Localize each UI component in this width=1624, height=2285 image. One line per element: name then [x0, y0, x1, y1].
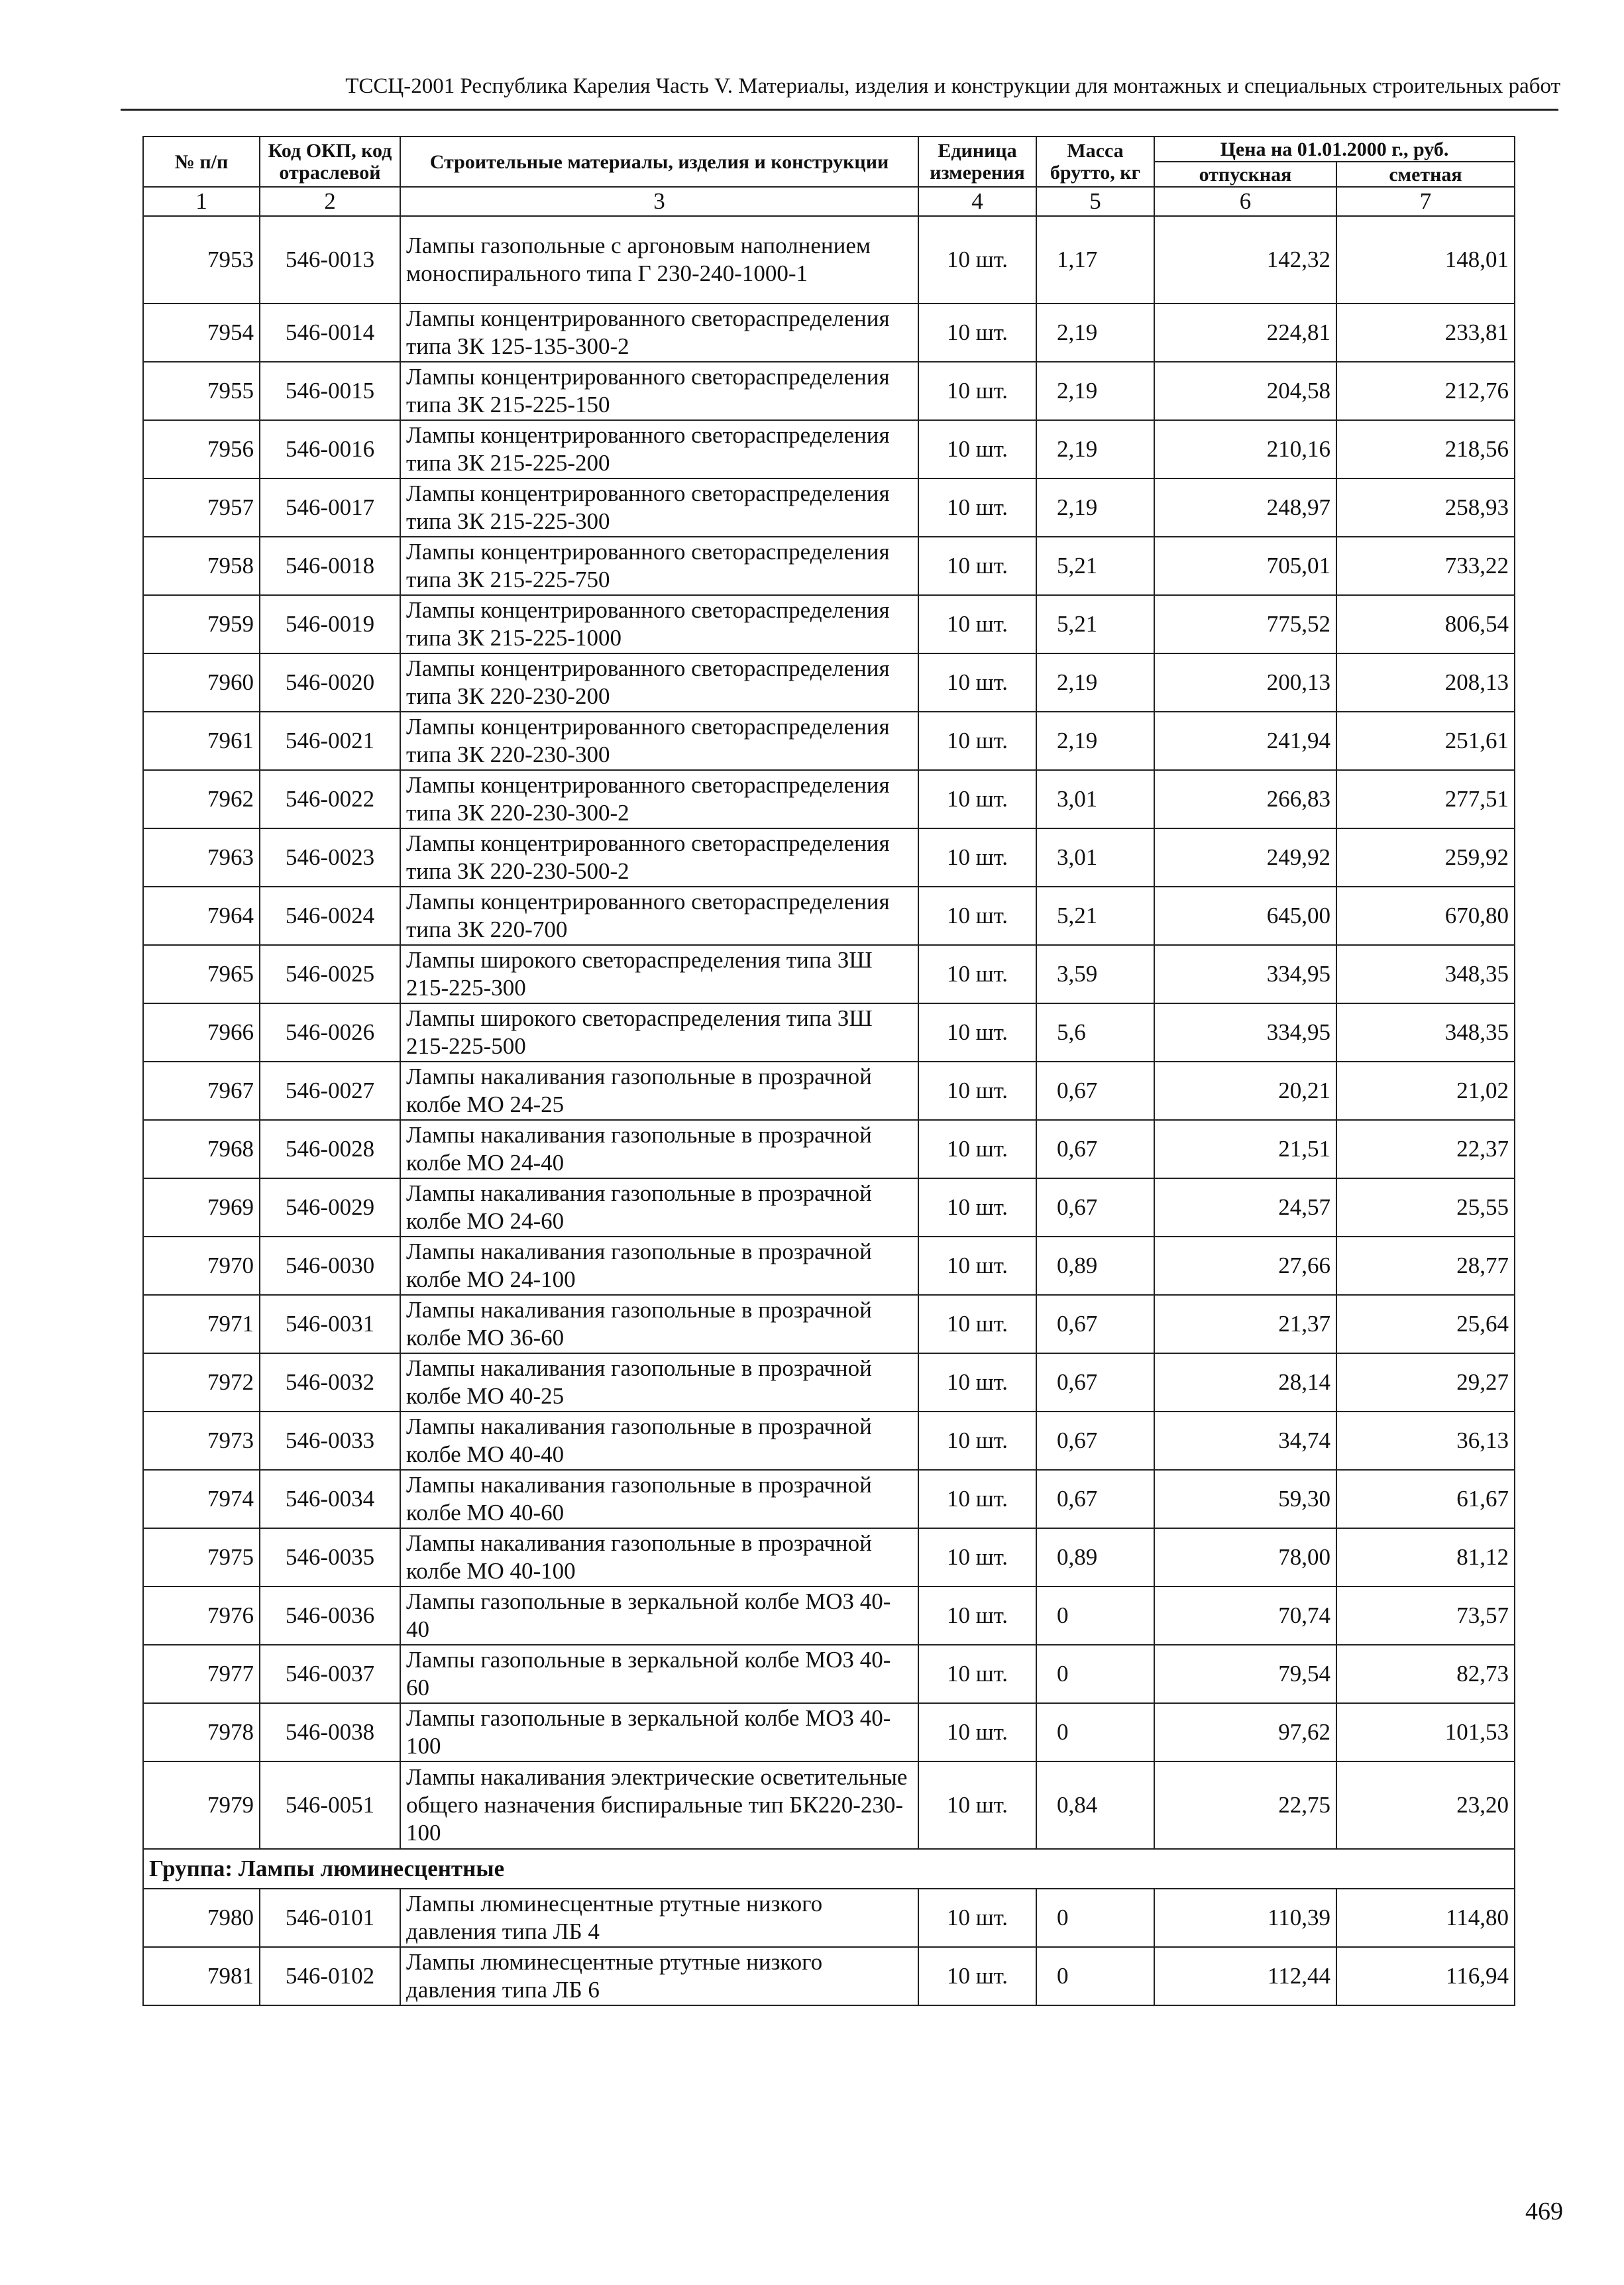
group-label: Группа: Лампы люминесцентные: [143, 1849, 1515, 1889]
gross-mass: 2,19: [1036, 304, 1154, 362]
price-release: 249,92: [1154, 828, 1336, 887]
price-release: 78,00: [1154, 1528, 1336, 1587]
price-estimate: 25,64: [1336, 1295, 1515, 1353]
price-estimate: 733,22: [1336, 537, 1515, 595]
material-name: Лампы накаливания газопольные в прозрачной колбе МО 40-100: [400, 1528, 918, 1587]
row-number: 7966: [143, 1003, 260, 1062]
price-release: 210,16: [1154, 420, 1336, 478]
unit-of-measure: 10 шт.: [918, 887, 1036, 945]
table-row: [143, 1645, 1515, 1703]
price-release: 20,21: [1154, 1062, 1336, 1120]
row-number: 7957: [143, 478, 260, 537]
header-mass: Масса брутто, кг: [1036, 137, 1154, 187]
price-estimate: 218,56: [1336, 420, 1515, 478]
gross-mass: 0,67: [1036, 1120, 1154, 1178]
unit-of-measure: 10 шт.: [918, 712, 1036, 770]
row-number: 7954: [143, 304, 260, 362]
table-row: [143, 304, 1515, 362]
material-name: Лампы концентрированного светораспределения типа ЗК 220-230-200: [400, 653, 918, 712]
table-row: [143, 1295, 1515, 1353]
row-number: 7953: [143, 216, 260, 304]
gross-mass: 2,19: [1036, 420, 1154, 478]
material-name: Лампы концентрированного светораспределения типа ЗК 125-135-300-2: [400, 304, 918, 362]
okp-code: 546-0031: [260, 1295, 400, 1353]
price-release: 21,51: [1154, 1120, 1336, 1178]
price-release: 21,37: [1154, 1295, 1336, 1353]
table-row: [143, 478, 1515, 537]
okp-code: 546-0028: [260, 1120, 400, 1178]
table-row: [143, 362, 1515, 420]
okp-code: 546-0018: [260, 537, 400, 595]
price-release: 34,74: [1154, 1412, 1336, 1470]
column-number: 5: [1036, 187, 1154, 216]
table-row: [143, 828, 1515, 887]
price-estimate: 348,35: [1336, 945, 1515, 1003]
header-price-estimate: сметная: [1336, 162, 1515, 187]
okp-code: 546-0038: [260, 1703, 400, 1761]
gross-mass: 1,17: [1036, 216, 1154, 304]
okp-code: 546-0032: [260, 1353, 400, 1412]
table-row: [143, 712, 1515, 770]
material-name: Лампы накаливания газопольные в прозрачной колбе МО 24-40: [400, 1120, 918, 1178]
price-release: 97,62: [1154, 1703, 1336, 1761]
material-name: Лампы газопольные в зеркальной колбе МОЗ 40-40: [400, 1587, 918, 1645]
price-estimate: 116,94: [1336, 1947, 1515, 2005]
gross-mass: 0,84: [1036, 1761, 1154, 1849]
price-estimate: 251,61: [1336, 712, 1515, 770]
gross-mass: 0: [1036, 1645, 1154, 1703]
row-number: 7956: [143, 420, 260, 478]
material-name: Лампы накаливания газопольные в прозрачной колбе МО 40-60: [400, 1470, 918, 1528]
row-number: 7965: [143, 945, 260, 1003]
unit-of-measure: 10 шт.: [918, 1645, 1036, 1703]
table-row: [143, 1353, 1515, 1412]
gross-mass: 0,67: [1036, 1353, 1154, 1412]
material-name: Лампы концентрированного светораспределения типа ЗК 215-225-150: [400, 362, 918, 420]
gross-mass: 3,01: [1036, 828, 1154, 887]
column-number: 7: [1336, 187, 1515, 216]
unit-of-measure: 10 шт.: [918, 1703, 1036, 1761]
material-name: Лампы концентрированного светораспределения типа ЗК 215-225-1000: [400, 595, 918, 653]
table-row: [143, 1062, 1515, 1120]
okp-code: 546-0023: [260, 828, 400, 887]
unit-of-measure: 10 шт.: [918, 1353, 1036, 1412]
header-price-release: отпускная: [1154, 162, 1336, 187]
row-number: 7975: [143, 1528, 260, 1587]
unit-of-measure: 10 шт.: [918, 828, 1036, 887]
material-name: Лампы накаливания газопольные в прозрачной колбе МО 24-25: [400, 1062, 918, 1120]
row-number: 7959: [143, 595, 260, 653]
gross-mass: 0: [1036, 1703, 1154, 1761]
unit-of-measure: 10 шт.: [918, 216, 1036, 304]
okp-code: 546-0037: [260, 1645, 400, 1703]
table-row: [143, 1587, 1515, 1645]
unit-of-measure: 10 шт.: [918, 1947, 1036, 2005]
price-release: 28,14: [1154, 1353, 1336, 1412]
price-estimate: 208,13: [1336, 653, 1515, 712]
price-release: 22,75: [1154, 1761, 1336, 1849]
okp-code: 546-0021: [260, 712, 400, 770]
gross-mass: 0,67: [1036, 1295, 1154, 1353]
okp-code: 546-0014: [260, 304, 400, 362]
price-estimate: 25,55: [1336, 1178, 1515, 1237]
gross-mass: 2,19: [1036, 362, 1154, 420]
price-estimate: 148,01: [1336, 216, 1515, 304]
price-estimate: 21,02: [1336, 1062, 1515, 1120]
column-number: 1: [143, 187, 260, 216]
unit-of-measure: 10 шт.: [918, 1178, 1036, 1237]
material-name: Лампы газопольные с аргоновым наполнением моноспирального типа Г 230-240-1000-1: [400, 216, 918, 304]
row-number: 7969: [143, 1178, 260, 1237]
okp-code: 546-0025: [260, 945, 400, 1003]
material-name: Лампы концентрированного светораспределения типа ЗК 220-700: [400, 887, 918, 945]
unit-of-measure: 10 шт.: [918, 1412, 1036, 1470]
price-release: 110,39: [1154, 1889, 1336, 1947]
okp-code: 546-0026: [260, 1003, 400, 1062]
unit-of-measure: 10 шт.: [918, 1587, 1036, 1645]
price-estimate: 82,73: [1336, 1645, 1515, 1703]
price-release: 142,32: [1154, 216, 1336, 304]
unit-of-measure: 10 шт.: [918, 362, 1036, 420]
unit-of-measure: 10 шт.: [918, 1761, 1036, 1849]
table-row: [143, 1178, 1515, 1237]
header-rule: [121, 109, 1558, 111]
price-estimate: 22,37: [1336, 1120, 1515, 1178]
price-release: 79,54: [1154, 1645, 1336, 1703]
table-row: [143, 216, 1515, 304]
price-release: 241,94: [1154, 712, 1336, 770]
row-number: 7976: [143, 1587, 260, 1645]
row-number: 7973: [143, 1412, 260, 1470]
price-estimate: 114,80: [1336, 1889, 1515, 1947]
table-row: [143, 770, 1515, 828]
gross-mass: 2,19: [1036, 478, 1154, 537]
table-row: [143, 1947, 1515, 2005]
table-row: [143, 1003, 1515, 1062]
price-estimate: 61,67: [1336, 1470, 1515, 1528]
row-number: 7955: [143, 362, 260, 420]
price-release: 27,66: [1154, 1237, 1336, 1295]
row-number: 7978: [143, 1703, 260, 1761]
row-number: 7968: [143, 1120, 260, 1178]
header-no: № п/п: [143, 137, 260, 187]
unit-of-measure: 10 шт.: [918, 420, 1036, 478]
gross-mass: 0: [1036, 1587, 1154, 1645]
okp-code: 546-0051: [260, 1761, 400, 1849]
okp-code: 546-0036: [260, 1587, 400, 1645]
okp-code: 546-0102: [260, 1947, 400, 2005]
unit-of-measure: 10 шт.: [918, 478, 1036, 537]
price-release: 59,30: [1154, 1470, 1336, 1528]
unit-of-measure: 10 шт.: [918, 1003, 1036, 1062]
gross-mass: 0,67: [1036, 1412, 1154, 1470]
table-row: [143, 1412, 1515, 1470]
column-number: 4: [918, 187, 1036, 216]
okp-code: 546-0034: [260, 1470, 400, 1528]
okp-code: 546-0022: [260, 770, 400, 828]
table-row: [143, 1237, 1515, 1295]
column-number: 6: [1154, 187, 1336, 216]
okp-code: 546-0030: [260, 1237, 400, 1295]
price-estimate: 670,80: [1336, 887, 1515, 945]
price-release: 70,74: [1154, 1587, 1336, 1645]
row-number: 7967: [143, 1062, 260, 1120]
gross-mass: 5,6: [1036, 1003, 1154, 1062]
price-estimate: 28,77: [1336, 1237, 1515, 1295]
material-name: Лампы концентрированного светораспределения типа ЗК 220-230-500-2: [400, 828, 918, 887]
table-row: [143, 653, 1515, 712]
gross-mass: 5,21: [1036, 595, 1154, 653]
table-row: [143, 945, 1515, 1003]
page-number: 469: [1525, 2198, 1563, 2225]
material-name: Лампы концентрированного светораспределения типа ЗК 215-225-200: [400, 420, 918, 478]
column-number: 3: [400, 187, 918, 216]
group-row: [143, 1849, 1515, 1889]
okp-code: 546-0033: [260, 1412, 400, 1470]
table-body-part2: [143, 1889, 1515, 2005]
gross-mass: 2,19: [1036, 712, 1154, 770]
okp-code: 546-0017: [260, 478, 400, 537]
price-estimate: 23,20: [1336, 1761, 1515, 1849]
okp-code: 546-0027: [260, 1062, 400, 1120]
price-release: 266,83: [1154, 770, 1336, 828]
table-row: [143, 1703, 1515, 1761]
price-table: [142, 136, 1515, 2006]
price-estimate: 212,76: [1336, 362, 1515, 420]
gross-mass: 0: [1036, 1889, 1154, 1947]
unit-of-measure: 10 шт.: [918, 653, 1036, 712]
gross-mass: 0: [1036, 1947, 1154, 2005]
okp-code: 546-0024: [260, 887, 400, 945]
okp-code: 546-0016: [260, 420, 400, 478]
group-section: [143, 1849, 1515, 1889]
table-row: [143, 595, 1515, 653]
row-number: 7961: [143, 712, 260, 770]
okp-code: 546-0013: [260, 216, 400, 304]
table-row: [143, 420, 1515, 478]
row-number: 7977: [143, 1645, 260, 1703]
material-name: Лампы концентрированного светораспределения типа ЗК 215-225-750: [400, 537, 918, 595]
okp-code: 546-0035: [260, 1528, 400, 1587]
material-name: Лампы широкого светораспределения типа ЗШ 215-225-300: [400, 945, 918, 1003]
row-number: 7962: [143, 770, 260, 828]
table-body-part1: [143, 216, 1515, 1849]
material-name: Лампы концентрированного светораспределения типа ЗК 220-230-300-2: [400, 770, 918, 828]
unit-of-measure: 10 шт.: [918, 304, 1036, 362]
unit-of-measure: 10 шт.: [918, 1889, 1036, 1947]
table-row: [143, 887, 1515, 945]
price-release: 200,13: [1154, 653, 1336, 712]
row-number: 7972: [143, 1353, 260, 1412]
header-name: Строительные материалы, изделия и конструкции: [400, 137, 918, 187]
row-number: 7960: [143, 653, 260, 712]
price-estimate: 73,57: [1336, 1587, 1515, 1645]
row-number: 7970: [143, 1237, 260, 1295]
price-release: 224,81: [1154, 304, 1336, 362]
unit-of-measure: 10 шт.: [918, 945, 1036, 1003]
unit-of-measure: 10 шт.: [918, 1237, 1036, 1295]
price-release: 334,95: [1154, 945, 1336, 1003]
running-header: ТССЦ-2001 Республика Карелия Часть V. Материалы, изделия и конструкции для монтажных и специальных строительных работ: [345, 74, 1560, 98]
price-estimate: 806,54: [1336, 595, 1515, 653]
gross-mass: 0,89: [1036, 1528, 1154, 1587]
gross-mass: 3,01: [1036, 770, 1154, 828]
unit-of-measure: 10 шт.: [918, 595, 1036, 653]
okp-code: 546-0019: [260, 595, 400, 653]
okp-code: 546-0015: [260, 362, 400, 420]
row-number: 7979: [143, 1761, 260, 1849]
row-number: 7964: [143, 887, 260, 945]
row-number: 7963: [143, 828, 260, 887]
header-unit: Единица измерения: [918, 137, 1036, 187]
row-number: 7980: [143, 1889, 260, 1947]
gross-mass: 0,67: [1036, 1178, 1154, 1237]
material-name: Лампы накаливания газопольные в прозрачной колбе МО 24-100: [400, 1237, 918, 1295]
unit-of-measure: 10 шт.: [918, 1470, 1036, 1528]
header-code: Код ОКП, код отраслевой: [260, 137, 400, 187]
price-release: 24,57: [1154, 1178, 1336, 1237]
table-row: [143, 537, 1515, 595]
material-name: Лампы люминесцентные ртутные низкого давления типа ЛБ 4: [400, 1889, 918, 1947]
unit-of-measure: 10 шт.: [918, 770, 1036, 828]
table-row: [143, 1120, 1515, 1178]
unit-of-measure: 10 шт.: [918, 1295, 1036, 1353]
gross-mass: 0,67: [1036, 1062, 1154, 1120]
table-row: [143, 1761, 1515, 1849]
okp-code: 546-0101: [260, 1889, 400, 1947]
table-row: [143, 1470, 1515, 1528]
price-estimate: 36,13: [1336, 1412, 1515, 1470]
price-release: 645,00: [1154, 887, 1336, 945]
gross-mass: 5,21: [1036, 887, 1154, 945]
price-release: 112,44: [1154, 1947, 1336, 2005]
gross-mass: 5,21: [1036, 537, 1154, 595]
price-estimate: 233,81: [1336, 304, 1515, 362]
row-number: 7971: [143, 1295, 260, 1353]
material-name: Лампы накаливания газопольные в прозрачной колбе МО 40-40: [400, 1412, 918, 1470]
material-name: Лампы концентрированного светораспределения типа ЗК 215-225-300: [400, 478, 918, 537]
table-header: [143, 137, 1515, 216]
price-estimate: 258,93: [1336, 478, 1515, 537]
price-release: 334,95: [1154, 1003, 1336, 1062]
table-row: [143, 1889, 1515, 1947]
material-name: Лампы накаливания газопольные в прозрачной колбе МО 24-60: [400, 1178, 918, 1237]
price-release: 775,52: [1154, 595, 1336, 653]
price-estimate: 81,12: [1336, 1528, 1515, 1587]
unit-of-measure: 10 шт.: [918, 1120, 1036, 1178]
material-name: Лампы газопольные в зеркальной колбе МОЗ 40-60: [400, 1645, 918, 1703]
price-estimate: 29,27: [1336, 1353, 1515, 1412]
row-number: 7981: [143, 1947, 260, 2005]
price-estimate: 277,51: [1336, 770, 1515, 828]
okp-code: 546-0020: [260, 653, 400, 712]
row-number: 7974: [143, 1470, 260, 1528]
unit-of-measure: 10 шт.: [918, 1062, 1036, 1120]
price-estimate: 259,92: [1336, 828, 1515, 887]
price-estimate: 101,53: [1336, 1703, 1515, 1761]
material-name: Лампы концентрированного светораспределения типа ЗК 220-230-300: [400, 712, 918, 770]
price-release: 248,97: [1154, 478, 1336, 537]
gross-mass: 3,59: [1036, 945, 1154, 1003]
unit-of-measure: 10 шт.: [918, 1528, 1036, 1587]
column-number: 2: [260, 187, 400, 216]
unit-of-measure: 10 шт.: [918, 537, 1036, 595]
material-name: Лампы люминесцентные ртутные низкого давления типа ЛБ 6: [400, 1947, 918, 2005]
price-estimate: 348,35: [1336, 1003, 1515, 1062]
material-name: Лампы накаливания электрические осветительные общего назначения биспиральные тип БК220-230-100: [400, 1761, 918, 1849]
header-price: Цена на 01.01.2000 г., руб.: [1154, 137, 1515, 162]
material-name: Лампы накаливания газопольные в прозрачной колбе МО 36-60: [400, 1295, 918, 1353]
okp-code: 546-0029: [260, 1178, 400, 1237]
price-release: 204,58: [1154, 362, 1336, 420]
material-name: Лампы накаливания газопольные в прозрачной колбе МО 40-25: [400, 1353, 918, 1412]
price-release: 705,01: [1154, 537, 1336, 595]
column-number-row: [143, 187, 1515, 216]
gross-mass: 0,89: [1036, 1237, 1154, 1295]
gross-mass: 0,67: [1036, 1470, 1154, 1528]
table-row: [143, 1528, 1515, 1587]
row-number: 7958: [143, 537, 260, 595]
gross-mass: 2,19: [1036, 653, 1154, 712]
material-name: Лампы газопольные в зеркальной колбе МОЗ 40-100: [400, 1703, 918, 1761]
material-name: Лампы широкого светораспределения типа ЗШ 215-225-500: [400, 1003, 918, 1062]
